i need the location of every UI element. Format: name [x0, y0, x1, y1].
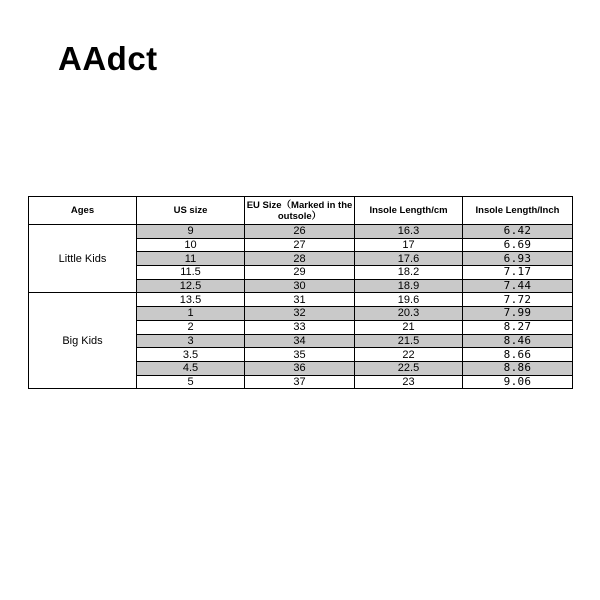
- eu-size-cell: 37: [245, 375, 355, 389]
- us-size-cell: 5: [137, 375, 245, 389]
- insole-inch-cell: 6.69: [463, 238, 573, 252]
- table-row: [29, 225, 573, 239]
- us-size-cell: 12.5: [137, 279, 245, 293]
- table-row: [29, 293, 573, 307]
- header-us-size: US size: [137, 197, 245, 225]
- us-size-cell: 2: [137, 320, 245, 334]
- insole-inch-cell: 8.66: [463, 348, 573, 362]
- age-group-big-kids: Big Kids: [29, 293, 137, 389]
- insole-inch-cell: 6.42: [463, 225, 573, 239]
- insole-inch-cell: 8.86: [463, 361, 573, 375]
- brand-title: AAdct: [58, 40, 158, 77]
- insole-inch-cell: 7.17: [463, 266, 573, 280]
- insole-inch-cell: 6.93: [463, 252, 573, 266]
- us-size-cell: 4.5: [137, 361, 245, 375]
- insole-inch-cell: 8.27: [463, 320, 573, 334]
- insole-cm-cell: 20.3: [355, 307, 463, 321]
- us-size-cell: 3.5: [137, 348, 245, 362]
- insole-cm-cell: 19.6: [355, 293, 463, 307]
- us-size-cell: 10: [137, 238, 245, 252]
- insole-inch-cell: 7.99: [463, 307, 573, 321]
- header-insole-inch: Insole Length/Inch: [463, 197, 573, 225]
- us-size-cell: 11.5: [137, 266, 245, 280]
- insole-inch-cell: 8.46: [463, 334, 573, 348]
- insole-inch-cell: 9.06: [463, 375, 573, 389]
- insole-cm-cell: 21: [355, 320, 463, 334]
- us-size-cell: 11: [137, 252, 245, 266]
- eu-size-cell: 26: [245, 225, 355, 239]
- insole-cm-cell: 18.9: [355, 279, 463, 293]
- header-row: [29, 197, 573, 225]
- insole-cm-cell: 23: [355, 375, 463, 389]
- eu-size-cell: 34: [245, 334, 355, 348]
- us-size-cell: 13.5: [137, 293, 245, 307]
- insole-cm-cell: 16.3: [355, 225, 463, 239]
- eu-size-cell: 36: [245, 361, 355, 375]
- eu-size-cell: 28: [245, 252, 355, 266]
- eu-size-cell: 35: [245, 348, 355, 362]
- header-insole-cm: Insole Length/cm: [355, 197, 463, 225]
- eu-size-cell: 33: [245, 320, 355, 334]
- eu-size-cell: 29: [245, 266, 355, 280]
- insole-cm-cell: 17: [355, 238, 463, 252]
- age-group-little-kids: Little Kids: [29, 225, 137, 293]
- insole-cm-cell: 21.5: [355, 334, 463, 348]
- eu-size-cell: 27: [245, 238, 355, 252]
- us-size-cell: 9: [137, 225, 245, 239]
- insole-inch-cell: 7.72: [463, 293, 573, 307]
- insole-inch-cell: 7.44: [463, 279, 573, 293]
- insole-cm-cell: 18.2: [355, 266, 463, 280]
- insole-cm-cell: 17.6: [355, 252, 463, 266]
- eu-size-cell: 32: [245, 307, 355, 321]
- eu-size-cell: 30: [245, 279, 355, 293]
- eu-size-cell: 31: [245, 293, 355, 307]
- insole-cm-cell: 22: [355, 348, 463, 362]
- header-eu-size: EU Size（Marked in the outsole）: [245, 197, 355, 225]
- us-size-cell: 3: [137, 334, 245, 348]
- insole-cm-cell: 22.5: [355, 361, 463, 375]
- size-chart-table: [28, 196, 573, 389]
- header-ages: Ages: [29, 197, 137, 225]
- us-size-cell: 1: [137, 307, 245, 321]
